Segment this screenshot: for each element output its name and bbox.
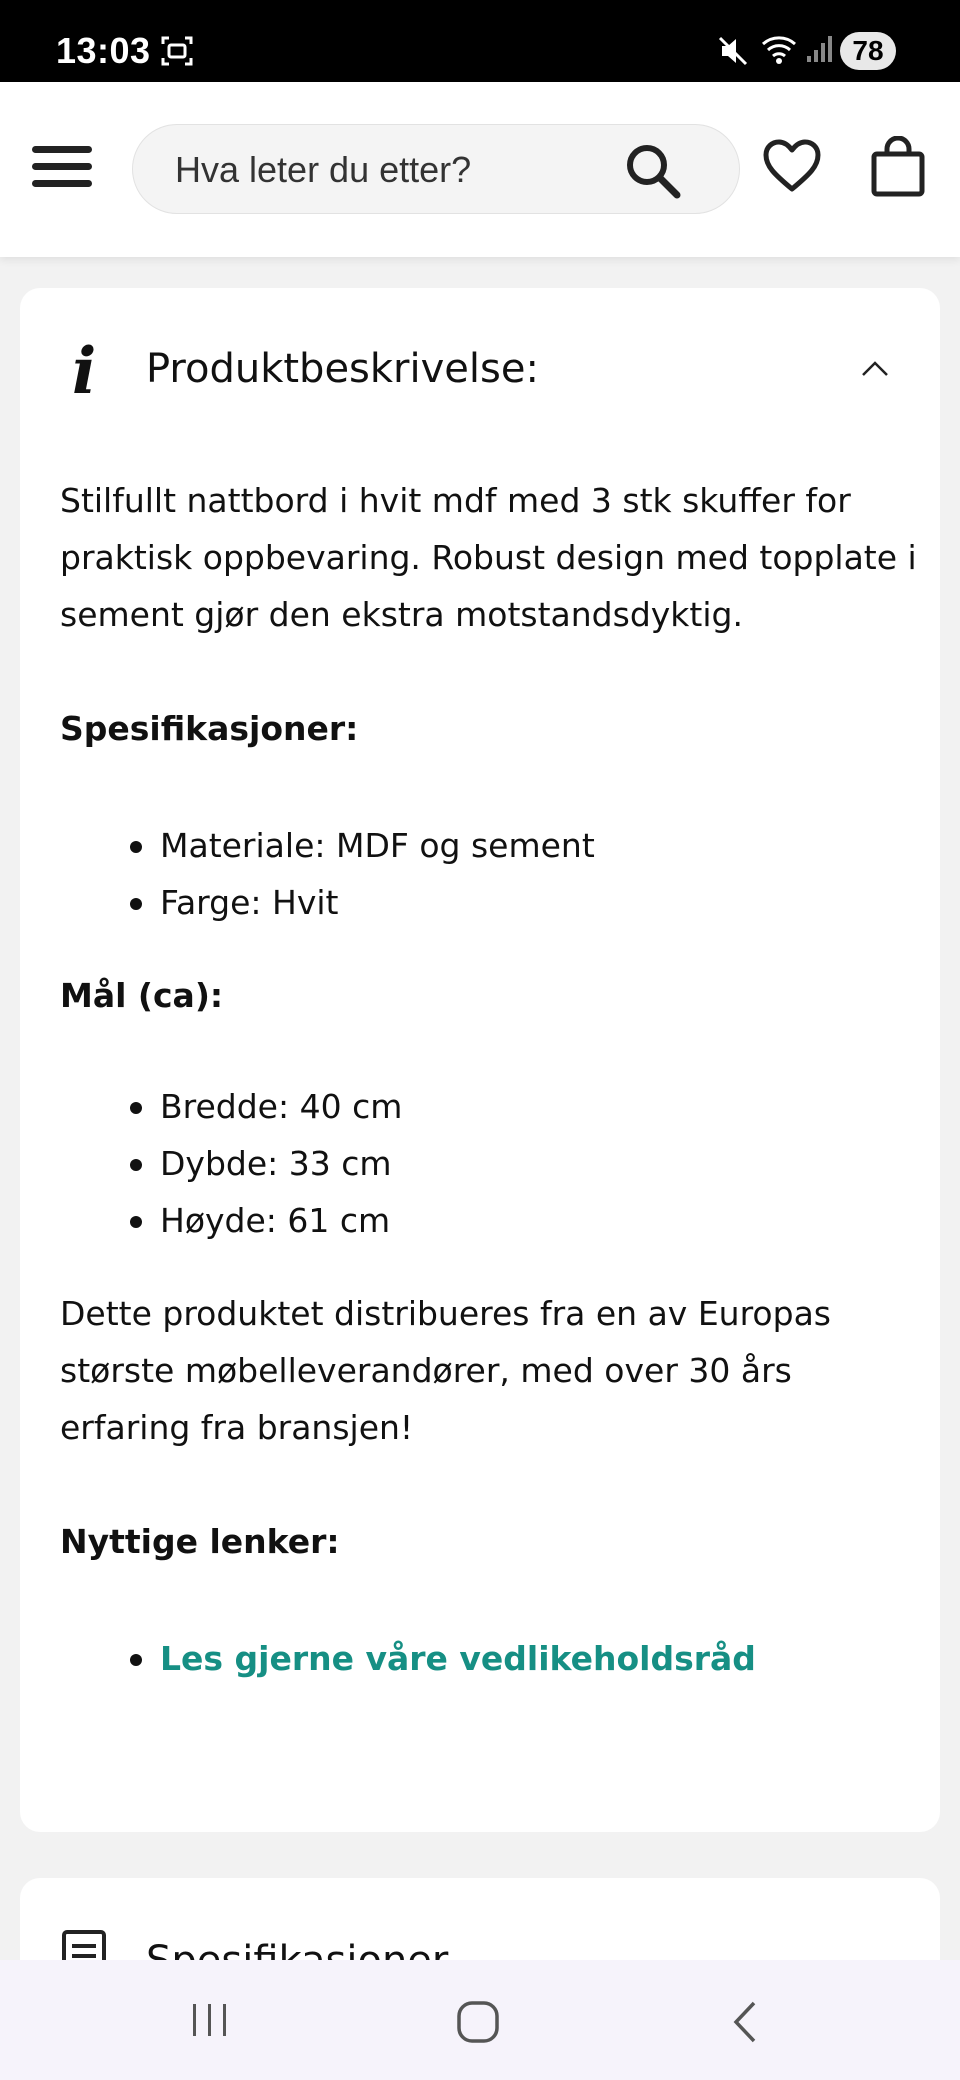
search-input[interactable]	[132, 124, 740, 214]
product-description-card	[20, 288, 940, 1832]
wifi-icon	[760, 32, 800, 70]
screen-record-icon	[160, 34, 194, 72]
status-time: 13:03	[56, 30, 151, 71]
links-heading: Nyttige lenker:	[60, 1522, 340, 1561]
outro-text: Dette produktet distribueres fra en av Europas største møbelleverandører, med over 30 års erfaring fra bransjen!	[60, 1294, 831, 1447]
battery-indicator: 78	[840, 32, 896, 70]
info-icon: i	[72, 334, 97, 409]
cart-icon[interactable]	[870, 136, 926, 202]
dimensions-list	[60, 1078, 920, 1249]
section-title[interactable]: Produktbeskrivelse:	[146, 346, 539, 392]
list-item: Bredde: 40 cm	[60, 1078, 920, 1135]
description-content	[60, 472, 920, 1687]
dimensions-heading: Mål (ca):	[60, 976, 224, 1015]
spec-heading: Spesifikasjoner:	[60, 709, 359, 748]
maintenance-advice-link[interactable]: Les gjerne våre vedlikeholdsråd	[160, 1639, 756, 1678]
search-icon[interactable]	[623, 141, 683, 205]
chevron-up-icon[interactable]	[860, 360, 890, 382]
site-header	[0, 82, 960, 257]
system-nav-bar	[0, 1960, 960, 2080]
home-button[interactable]	[456, 2000, 500, 2048]
recent-apps-button[interactable]	[190, 2000, 230, 2044]
mute-icon	[716, 34, 750, 72]
signal-icon	[805, 34, 835, 68]
menu-icon[interactable]	[30, 144, 94, 194]
list-item: Høyde: 61 cm	[60, 1192, 920, 1249]
intro-text: Stilfullt nattbord i hvit mdf med 3 stk skuffer for praktisk oppbevaring. Robust design med topplate i sement gjør den ekstra motstandsdyktig.	[60, 481, 917, 634]
list-item: Materiale: MDF og sement	[60, 817, 920, 874]
list-item	[60, 1630, 920, 1687]
back-button[interactable]	[730, 2000, 760, 2048]
list-item: Farge: Hvit	[60, 874, 920, 931]
spec-list	[60, 817, 920, 931]
status-bar	[0, 0, 960, 82]
search-placeholder: Hva leter du etter?	[175, 149, 472, 190]
list-item: Dybde: 33 cm	[60, 1135, 920, 1192]
heart-icon[interactable]	[762, 138, 822, 198]
links-list	[60, 1630, 920, 1687]
